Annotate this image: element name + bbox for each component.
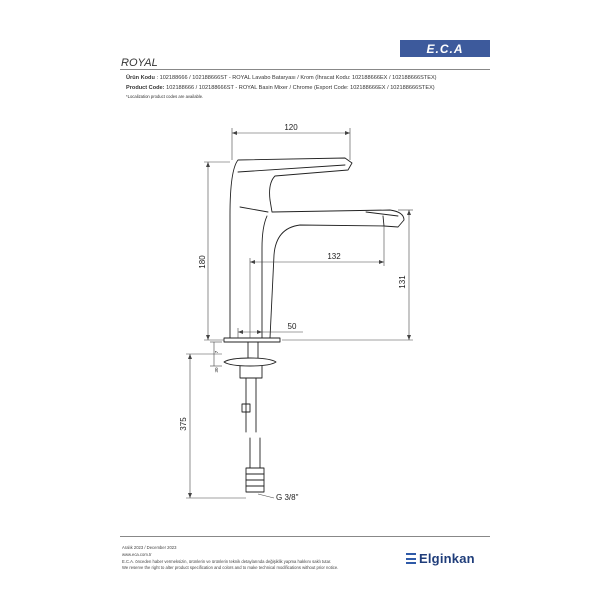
shank: [248, 342, 258, 358]
footer-notice-turkish: E.C.A. önceden haber vermeksizin, ürünlerin ve ürünlerin teknik detaylarında değişiklik yapma hakkını saklı tutar.: [122, 559, 332, 564]
localization-note: *Localization product codes are available.: [126, 94, 204, 99]
mounting-washer: [224, 358, 276, 366]
footer-divider: [120, 536, 490, 537]
dim-180: 180: [198, 255, 207, 269]
footer-url[interactable]: www.eca.com.tr: [122, 552, 152, 557]
product-name: ROYAL: [121, 57, 158, 69]
turkish-code-text: : 102188666 / 102188666ST - ROYAL Lavabo Bataryası / Krom (İhracat Kodu: 102188666EX / 102188666STEX): [156, 75, 437, 81]
base-plate: [224, 338, 280, 342]
elginkan-logo: [406, 551, 475, 566]
turkish-code-label: Ürün Kodu: [126, 75, 155, 81]
hose-lower: [250, 438, 260, 468]
thread-label: G 3/8": [276, 493, 299, 502]
mounting-nut: [240, 366, 262, 378]
aerator-end: [366, 212, 398, 226]
dim-120: 120: [284, 123, 298, 132]
handle-detail: [238, 165, 345, 172]
elginkan-mark-icon: [406, 553, 416, 564]
spout-inner-line: [262, 216, 267, 338]
footer-notice-english: We reserve the right to alter product specification and colors and to make technical modifications without prior notice.: [122, 565, 339, 570]
connector-threads: [246, 474, 264, 486]
dim-small-30: 30: [214, 367, 219, 373]
dim-375: 375: [179, 417, 188, 431]
english-code-label: Product Code:: [126, 85, 165, 91]
dim-50: 50: [287, 322, 297, 331]
english-code-text: 102188666 / 102188666ST - ROYAL Basin Mixer / Chrome (Export Code: 102188666EX / 102188666STEX): [166, 85, 435, 91]
elginkan-name: Elginkan: [419, 551, 475, 566]
dim-small-7: 7: [214, 350, 219, 354]
footer-date: Aralık 2023 / December 2023: [122, 545, 177, 550]
hose-upper: [246, 378, 256, 432]
dim-132: 132: [327, 252, 341, 261]
handle-lower-line: [240, 207, 268, 212]
eca-logo-text: E.C.A: [426, 41, 464, 56]
faucet-body-outline: [230, 158, 404, 338]
dim-131: 131: [398, 275, 407, 289]
